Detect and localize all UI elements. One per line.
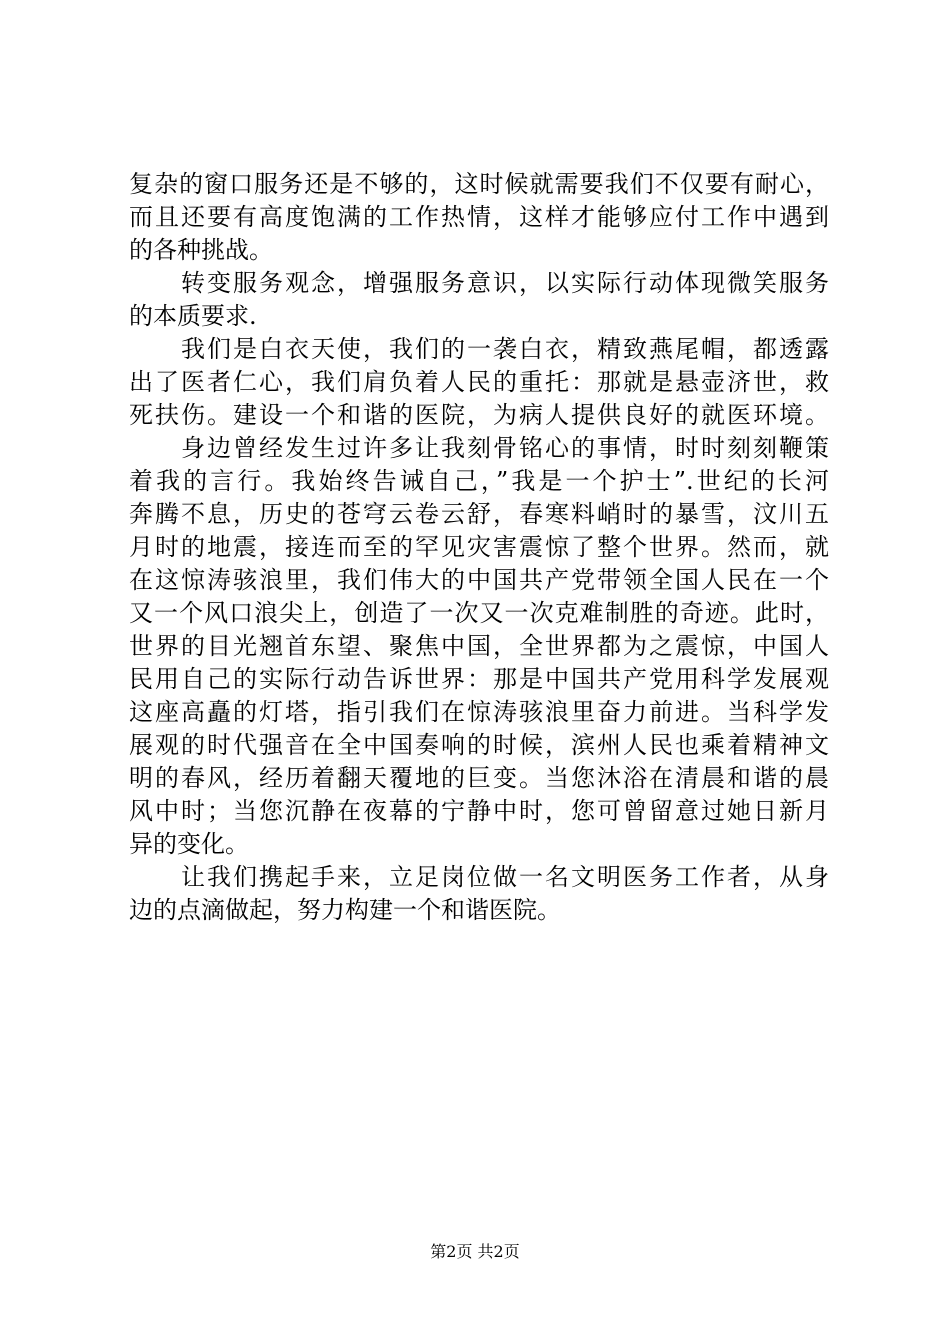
text-line: 世界的目光翘首东望、聚焦中国，全世界都为之震惊，中国人	[129, 632, 829, 660]
text-line: 风中时；当您沉静在夜幕的宁静中时，您可曾留意过她日新月	[129, 797, 829, 825]
text-line: 月时的地震，接连而至的罕见灾害震惊了整个世界。然而，就	[129, 533, 829, 561]
document-body	[129, 168, 829, 927]
text-line: 着我的言行。我始终告诫自己，”我是一个护士”.世纪的长河	[129, 467, 829, 495]
text-line: 我们是白衣天使，我们的一袭白衣，精致燕尾帽，都透露	[181, 335, 829, 363]
text-line: 复杂的窗口服务还是不够的，这时候就需要我们不仅要有耐心，	[129, 170, 829, 198]
text-line: 而且还要有高度饱满的工作热情，这样才能够应付工作中遇到	[129, 203, 829, 231]
text-line: 在这惊涛骇浪里，我们伟大的中国共产党带领全国人民在一个	[129, 566, 829, 594]
text-line: 展观的时代强音在全中国奏响的时候，滨州人民也乘着精神文	[129, 731, 829, 759]
text-line: 死扶伤。建设一个和谐的医院，为病人提供良好的就医环境。	[129, 401, 829, 429]
text-line: 又一个风口浪尖上，创造了一次又一次克难制胜的奇迹。此时，	[129, 599, 829, 627]
text-line: 明的春风，经历着翻天覆地的巨变。当您沐浴在清晨和谐的晨	[129, 764, 829, 792]
text-line: 出了医者仁心，我们肩负着人民的重托：那就是悬壶济世，救	[129, 368, 829, 396]
text-line: 的本质要求.	[129, 302, 257, 330]
text-line: 身边曾经发生过许多让我刻骨铭心的事情，时时刻刻鞭策	[181, 434, 829, 462]
text-line: 这座高矗的灯塔，指引我们在惊涛骇浪里奋力前进。当科学发	[129, 698, 829, 726]
text-line: 奔腾不息，历史的苍穹云卷云舒，春寒料峭时的暴雪，汶川五	[129, 500, 829, 528]
text-line: 转变服务观念，增强服务意识，以实际行动体现微笑服务	[181, 269, 829, 297]
page-number-footer: 第2页 共2页	[430, 1242, 520, 1261]
text-line: 让我们携起手来，立足岗位做一名文明医务工作者，从身	[181, 863, 829, 891]
text-line: 民用自己的实际行动告诉世界：那是中国共产党用科学发展观	[129, 665, 829, 693]
text-line: 的各种挑战。	[129, 236, 273, 264]
text-line: 异的变化。	[129, 830, 249, 858]
text-line: 边的点滴做起，努力构建一个和谐医院。	[129, 896, 561, 924]
